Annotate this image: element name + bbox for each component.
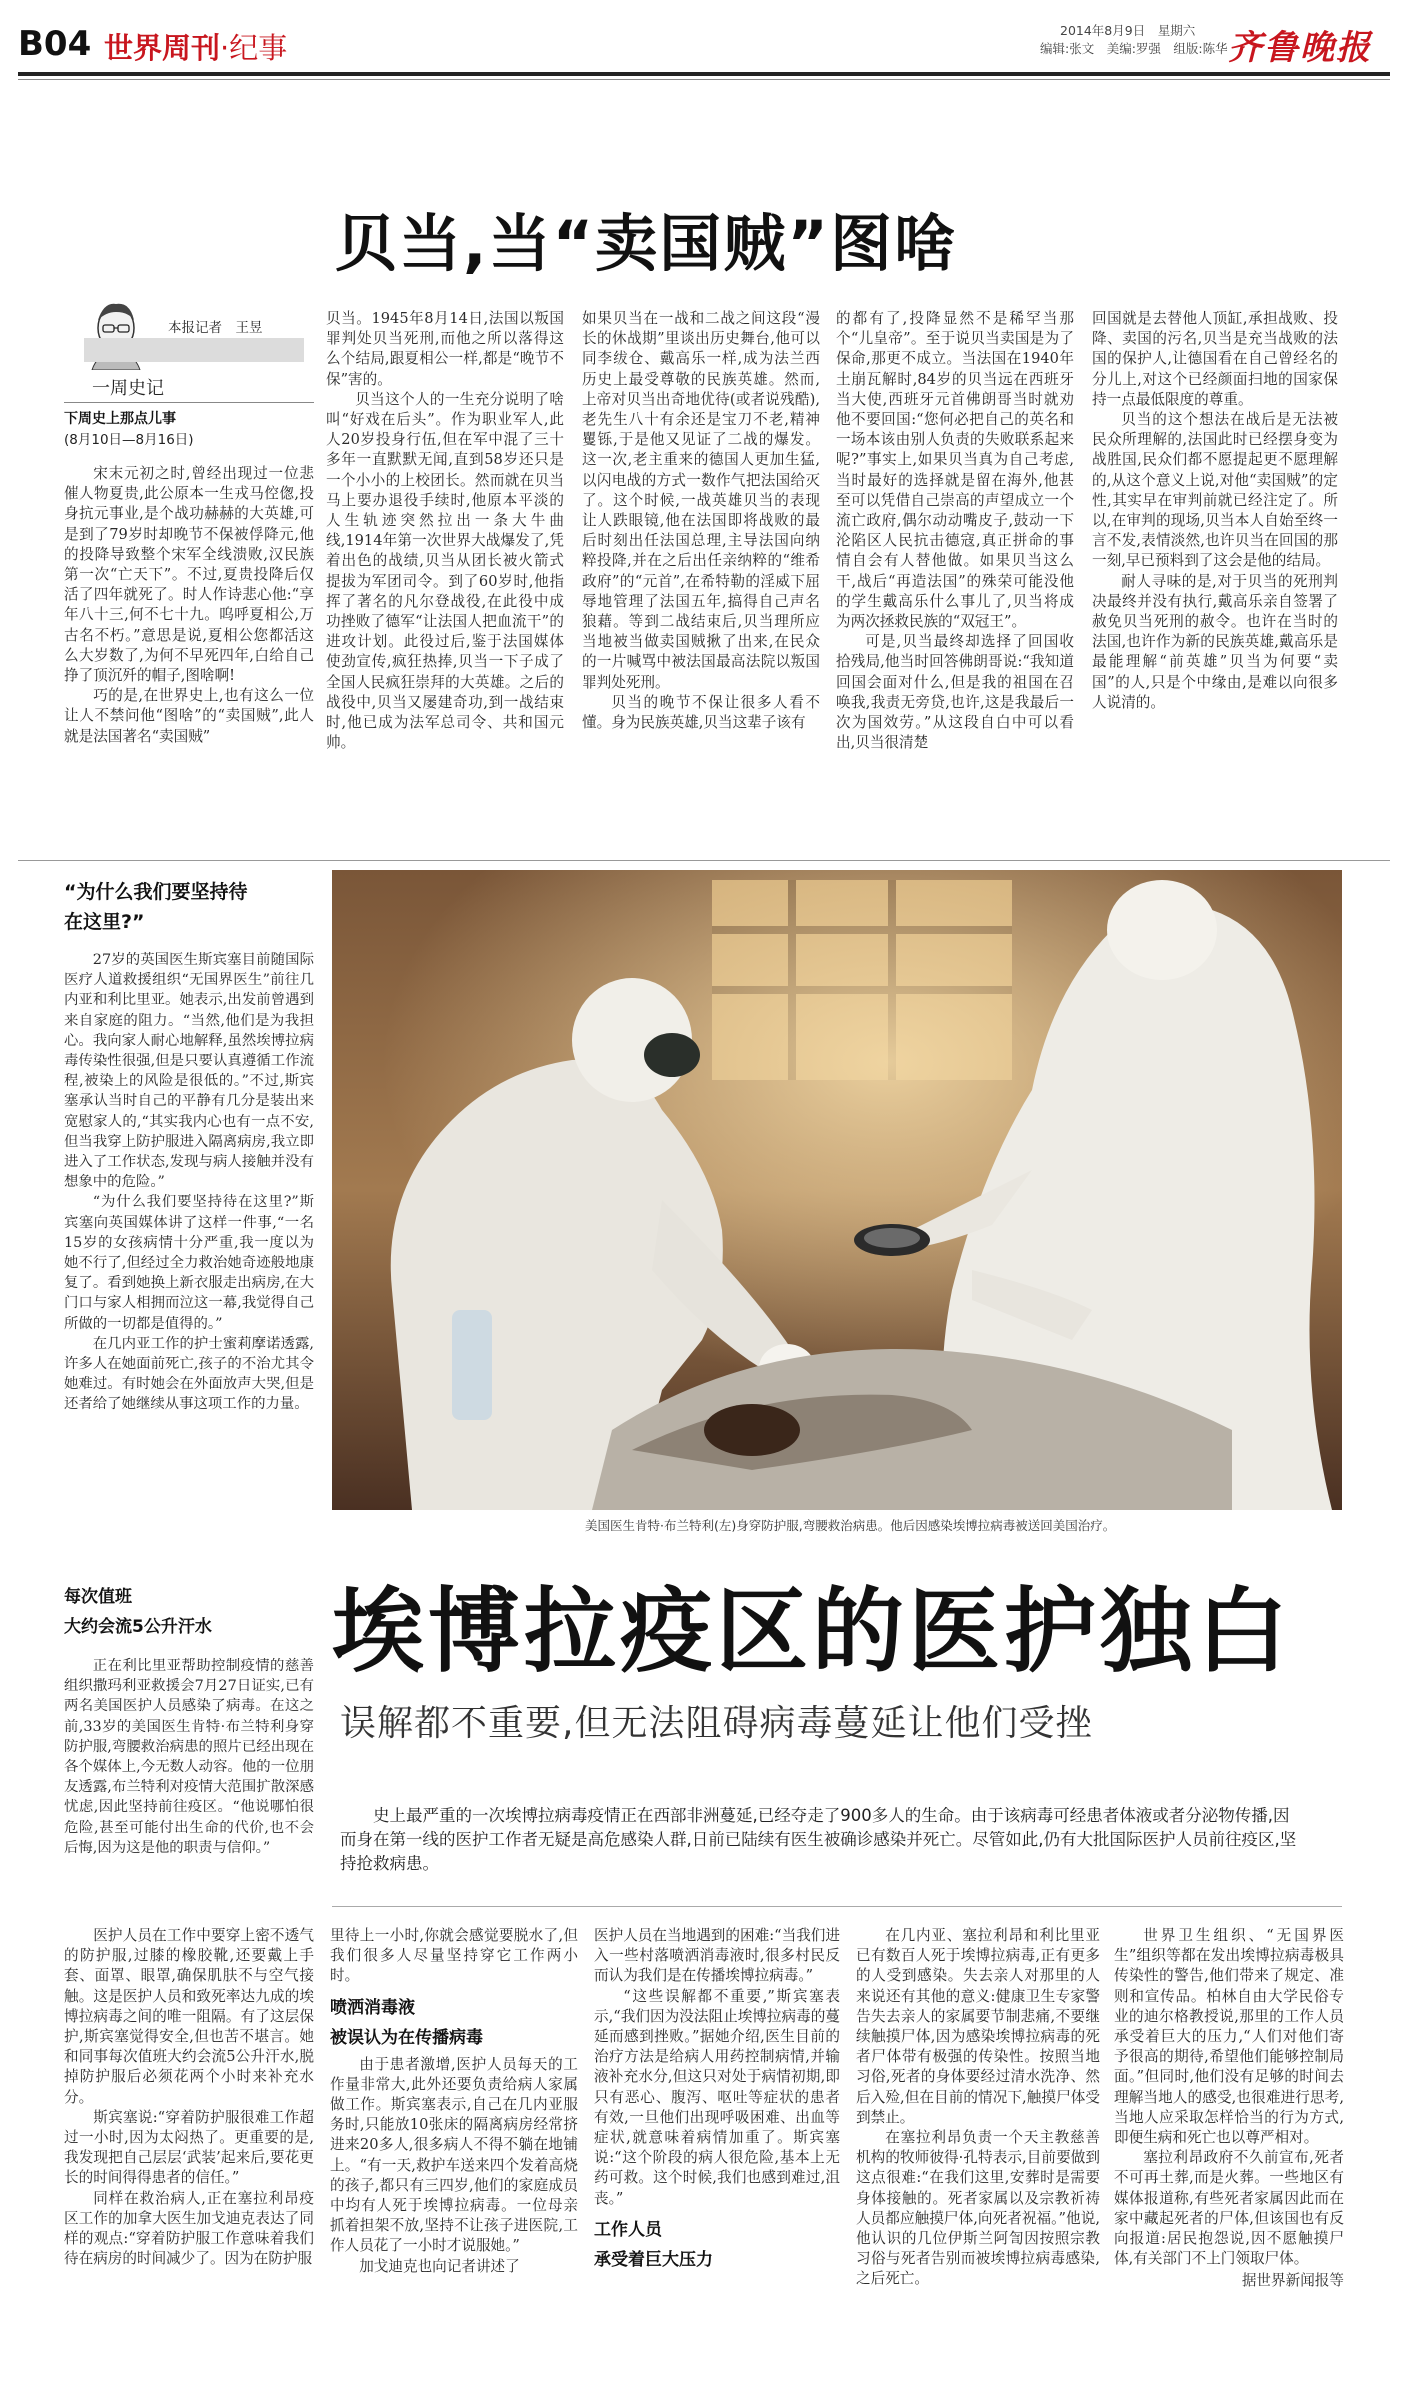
article2-col-5 <box>1114 1926 1344 2292</box>
column-name: 一周史记 <box>92 378 164 399</box>
subhead-duty: 每次值班 <box>64 1587 132 1607</box>
paragraph: 医护人员在当地遇到的困难:“当我们进入一些村落喷洒消毒液时,很多村民反而认为我们是在传播埃博拉病毒。” <box>594 1927 840 1985</box>
sidebar-body-b <box>64 1656 314 1858</box>
sidebar-dates: (8月10日—8月16日) <box>64 432 194 448</box>
article2-lead: 史上最严重的一次埃博拉病毒疫情正在西部非洲蔓延,已经夺走了900多人的生命。由于该病毒可经患者体液或者分泌物传播,因而身在第一线的医护工作者无疑是高危感染人群,日前已陆续有医生被确诊感染并死亡。尽管如此,仍有大批国际医护人员前往疫区,坚持抢救病患。 <box>340 1806 1297 1873</box>
paragraph: 斯宾塞说:“穿着防护服很难工作超过一小时,因为太闷热了。更重要的是,我发现把自己层层‘武装’起来后,要花更长的时间得得患者的信任。” <box>64 2108 314 2187</box>
article1-col-2 <box>326 309 564 753</box>
article1-col-4 <box>836 309 1074 753</box>
paragraph: 巧的是,在世界史上,也有这么一位让人不禁问他“图啥”的“卖国贼”,此人就是法国著名“卖国贼” <box>64 687 314 745</box>
ebola-photo <box>332 870 1342 1510</box>
date-line: 2014年8月9日 星期六 <box>1060 23 1196 38</box>
section-tag: ·纪事 <box>220 31 288 65</box>
subhead-staff: 工作人员 <box>594 2219 662 2240</box>
article1-col-5 <box>1092 309 1338 713</box>
paragraph: 的都有了,投降显然不是稀罕当那个“儿皇帝”。至于说贝当卖国是为了保命,那更不成立。当法国在1940年土崩瓦解时,84岁的贝当远在西班牙当大使,西班牙元首佛朗哥当时就劝他不要回国:“您何必把自己的英名和一场本该由别人负责的失败联系起来呢?”事实上,如果贝当真为自己考虑,当时最好的选择就是留在海外,他甚至可以凭借自己崇高的声望成立一个流亡政府,偶尔动动嘴皮子,鼓动一下沦陷区人民抗击德寇,真正拼命的事情自会有人替他做。如果贝当这么干,战后“再造法国”的殊荣可能没他的学生戴高乐什么事儿了,贝当将成为两次拯救民族的“双冠王”。 <box>836 310 1074 631</box>
paragraph: 在塞拉利昂负责一个天主教慈善机构的牧师彼得·孔特表示,目前要做到这点很难:“在我们这里,安葬时是需要身体接触的。死者家属以及宗教祈祷人员都应触摸尸体,向死者祝福。”他说,他认识的几位伊斯兰阿訇因按照宗教习俗与死者告别而被埃博拉病毒感染,之后死亡。 <box>856 2129 1100 2288</box>
sidebar-title: 下周史上那点儿事 <box>64 411 176 427</box>
sidebar-body-a <box>64 950 314 1415</box>
paragraph: 在几内亚工作的护士蜜莉摩诺透露,许多人在她面前死亡,孩子的不治尤其令她难过。有时她会在外面放声大哭,但是还者给了她继续从事这项工作的力量。 <box>64 1335 314 1413</box>
column-name-rule <box>64 402 314 403</box>
article1-headline: 贝当,当“卖国贼”图啥 <box>335 207 959 280</box>
paragraph: 塞拉利昂政府不久前宣布,死者不可再土葬,而是火葬。一些地区有媒体报道称,有些死者家属因此而在家中藏起死者的尸体,但该国也有反向报道:居民抱怨说,因不愿触摸尸体,有关部门不上门领取尸体。 <box>1114 2149 1344 2268</box>
article2-col-2 <box>330 1926 578 2277</box>
paragraph: 正在利比里亚帮助控制疫情的慈善组织撒玛利亚救援会7月27日证实,已有两名美国医护人员感染了病毒。在这之前,33岁的美国医生肯特·布兰特利身穿防护服,弯腰救治病患的照片已经出现在各个媒体上,今无数人动容。他的一位朋友透露,布兰特利对疫情大范围扩散深感忧虑,因此坚持前往疫区。“他说哪怕很危险,甚至可能付出生命的代价,也不会后悔,因为这是他的职责与信仰。” <box>64 1658 314 1856</box>
subhead-disinfectant: 喷洒消毒液 <box>330 1997 415 2018</box>
subhead-pressure: 承受着巨大压力 <box>594 2249 713 2270</box>
paragraph: 27岁的英国医生斯宾塞目前随国际医疗人道救援组织“无国界医生”前往几内亚和利比里亚。她表示,出发前曾遇到来自家庭的阻力。“当然,他们是为我担心。我向家人耐心地解释,虽然埃博拉病毒传染性很强,但是只要认真遵循工作流程,被染上的风险是很低的。”不过,斯宾塞承认当时自己的平静有几分是装出来宽慰家人的,“其实我内心也有一点不安,但当我穿上防护服进入隔离病房,我立即进入了工作状态,发现与病人接触并没有想象中的危险。” <box>64 952 314 1191</box>
paragraph: 在几内亚、塞拉利昂和利比里亚已有数百人死于埃博拉病毒,正有更多的人受到感染。失去亲人对那里的人来说还有其他的意义:健康卫生专家警告失去亲人的家属要节制悲痛,不要继续触摸尸体,因为感染埃博拉病毒的死者尸体带有极强的传染性。按照当地习俗,死者的身体要经过清水洗净、然后入殓,但在目前的情况下,触摸尸体受到禁止。 <box>856 1927 1100 2126</box>
paragraph: “为什么我们要坚持待在这里?”斯宾塞向英国媒体讲了这样一件事,“一名15岁的女孩病情十分严重,我一度以为她不行了,但经过全力救治她奇迹般地康复了。看到她换上新衣服走出病房,在大门口与家人相拥而泣这一幕,我觉得自己所做的一切都是值得的。” <box>64 1194 314 1332</box>
paragraph: 由于患者激增,医护人员每天的工作量非常大,此外还要负责给病人家属做工作。斯宾塞表示,自己在几内亚服务时,只能放10张床的隔离病房经常挤进来20多人,很多病人不得不躺在地铺上。“有一天,救护车送来四个发着高烧的孩子,都只有三四岁,他们的家庭成员中均有人死于埃博拉病毒。一位母亲抓着担架不放,坚持不让孩子进医院,工作人员花了一小时才说服她。” <box>330 2055 578 2255</box>
newspaper-logo: 齐鲁晚报 <box>1228 28 1372 68</box>
article2-col-3 <box>594 1926 840 2277</box>
section-title <box>104 26 287 67</box>
subhead-misunderstood: 被误认为在传播病毒 <box>330 2027 483 2048</box>
paragraph: 贝当的晚节不保让很多人看不懂。身为民族英雄,贝当这辈子该有 <box>582 693 820 732</box>
paragraph: 如果贝当在一战和二战之间这段“漫长的休战期”里谈出历史舞台,他可以同李绂仓、戴高乐一样,成为法兰西历史上最受尊敬的民族英雄。然而,上帝对贝当出奇地优待(或者说残酷),老先生八十有余还是宝刀不老,精神矍铄,于是他又见证了二战的爆发。这一次,老主重来的德国人更加生猛,以闪电战的方式一数作气把法国给灭了。这个时候,一战英雄贝当的表现让人跌眼镜,他在法国即将战败的最后时刻出任法国总理,主导法国向纳粹投降,并在之后出任亲纳粹的“维希政府”的“元首”,在希特勒的淫威下屈辱地管理了法国五年,搞得自己声名狼藉。等到二战结束后,贝当理所应当地被当做卖国贼揪了出来,在民众的一片喊骂中被法国最高法院以叛国罪判处死刑。 <box>582 310 820 691</box>
page-number: B04 <box>18 24 92 64</box>
medical-scene-illustration <box>332 870 1342 1510</box>
article2-deck: 误解都不重要,但无法阻碍病毒蔓延让他们受挫 <box>340 1703 1093 1744</box>
article1-col-1 <box>64 464 314 747</box>
paragraph: 宋末元初之时,曾经出现过一位悲催人物夏贵,此公原本一生戎马倥偬,投身抗元事业,是个战功赫赫的大英雄,可是到了79岁时却晚节不保被俘降元,他的投降导致整个宋军全线溃败,汉民族第一次“亡天下”。不过,夏贵投降后仅活了四年就死了。时人作诗悲心他:“享年八十三,何不七十九。呜呼夏相公,万古名不朽。”意思是说,夏相公您都活这么大岁数了,为何不早死四年,白给自己挣了顶沉歼的帽子,图啥啊! <box>64 465 314 685</box>
paragraph: 贝当的这个想法在战后是无法被民众所理解的,法国此时已经摆身变为战胜国,民众们都不愿提起更不愿理解的,从这个意义上说,对他“卖国贼”的定性,其实早在审判前就已经注定了。所以,在审判的现场,贝当本人自始至终一言不发,表情淡然,也许贝当在回国的那一刻,早已预料到了这会是他的结局。 <box>1092 411 1338 570</box>
paragraph: 贝当。1945年8月14日,法国以叛国罪判处贝当死刑,而他之所以落得这么个结局,跟夏相公一样,都是“晚节不保”害的。 <box>326 310 564 388</box>
article2-col-1 <box>64 1926 314 2269</box>
pull-quote: “为什么我们要坚持待在这里?” <box>64 881 248 933</box>
photo-caption: 美国医生肯特·布兰特利(左)身穿防护服,弯腰救治病患。他后因感染埃博拉病毒被送回美国治疗。 <box>585 1518 1116 1533</box>
editors-line: 编辑:张文 美编:罗强 组版:陈华 <box>1040 41 1228 56</box>
paragraph: 回国就是去替他人顶缸,承担战败、投降、卖国的污名,贝当是充当战败的法国的保护人,让德国看在自己曾经名的分儿上,对这个已经颜面扫地的国家保持一点最低限度的尊重。 <box>1092 310 1338 408</box>
article-divider <box>18 860 1390 861</box>
article2-headline: 埃博拉疫区的医护独白 <box>332 1578 1293 1685</box>
article1-col-3 <box>582 309 820 733</box>
paragraph: 加戈迪克也向记者讲述了 <box>359 2257 520 2275</box>
masthead-rule-thin <box>18 79 1390 80</box>
paragraph: 耐人寻味的是,对于贝当的死刑判决最终并没有执行,戴高乐亲自签署了赦免贝当死刑的赦令。也许在当时的法国,也许作为新的民族英雄,戴高乐是最能理解“前英雄”贝当为何要“卖国”的人,只是个中缘由,是难以向很多人说清的。 <box>1092 572 1338 711</box>
article2-col-4 <box>856 1926 1100 2290</box>
paragraph: 医护人员在工作中要穿上密不透气的防护服,过膝的橡胶靴,还要戴上手套、面罩、眼罩,确保肌肤不与空气接触。这是医护人员和致死率达九成的埃博拉病毒之间的唯一阻隔。有了这层保护,斯宾塞觉得安全,但也苦不堪言。她和同事每次值班大约会流5公升汗水,脱掉防护服后必须花两个小时来补充水分。 <box>64 1927 314 2106</box>
paragraph: “这些误解都不重要,”斯宾塞表示,“我们因为没法阻止埃博拉病毒的蔓延而感到挫败。”据她介绍,医生目前的治疗方法是给病人用药控制病情,并输液补充水分,但这只对处于病情初期,即只有恶心、腹泻、呕吐等症状的患者有效,一旦他们出现呼吸困难、出血等症状,就意味着病情加重了。斯宾塞说:“这个阶段的病人很危险,基本上无药可救。这个时候,我们也感到难过,沮丧。” <box>594 1987 840 2207</box>
paragraph: 同样在救治病人,正在塞拉利昂疫区工作的加拿大医生加戈迪克表达了同样的观点:“穿着防护服工作意味着我们待在病房的时间减少了。因为在防护服 <box>64 2189 314 2268</box>
section-name: 世界周刊 <box>104 31 221 65</box>
lead-rule <box>332 1906 1342 1907</box>
article1-reporter: 本报记者 王昱 <box>168 320 263 336</box>
credit: 据世界新闻报等 <box>1241 2272 1344 2290</box>
masthead-rule <box>18 72 1390 76</box>
paragraph: 里待上一小时,你就会感觉要脱水了,但我们很多人尽量坚持穿它工作两小时。 <box>330 1927 578 1985</box>
paragraph: 可是,贝当最终却选择了回国收拾残局,他当时回答佛朗哥说:“我知道回国会面对什么,但是我的祖国在召唤我,我责无旁贷,也许,这是我最后一次为国效劳。”从这段自白中可以看出,贝当很清楚 <box>836 633 1074 752</box>
paragraph: 世界卫生组织、“无国界医生”组织等都在发出埃博拉病毒极具传染性的警告,他们带来了规定、准则和宣传品。柏林自由大学民俗专业的迪尔格教授说,那里的工作人员承受着巨大的压力,“人们对他们寄予很高的期待,希望他们能够控制局面。”但同时,他们没有足够的时间去理解当地人的感受,也很难进行思考,当地人应采取怎样恰当的行为方式,即便生病和死亡也以尊严相对。 <box>1114 1927 1344 2147</box>
column-name-box <box>84 338 304 362</box>
paragraph: 贝当这个人的一生充分说明了啥叫“好戏在后头”。作为职业军人,此人20岁投身行伍,但在军中混了三十多年一直默默无闻,直到58岁还只是一个小小的上校团长。然而就在贝当马上要办退役手续时,他原本平淡的人生轨迹突然拉出一条大牛曲线,1914年第一次世界大战爆发了,凭着出色的战绩,贝当从团长被火箭式提拔为军团司令。到了60岁时,他指挥了著名的凡尔登战役,在此役中成功挫败了德军“让法国人把血流干”的进攻计划。此役过后,鉴于法国媒体使劲宣传,疯狂热捧,贝当一下子成了全国人民疯狂崇拜的大英雄。之后的战役中,贝当又屡建奇功,到一战结束时,他已成为法军总司令、共和国元帅。 <box>326 390 564 752</box>
subhead-sweat: 大约会流5公升汗水 <box>64 1617 212 1637</box>
